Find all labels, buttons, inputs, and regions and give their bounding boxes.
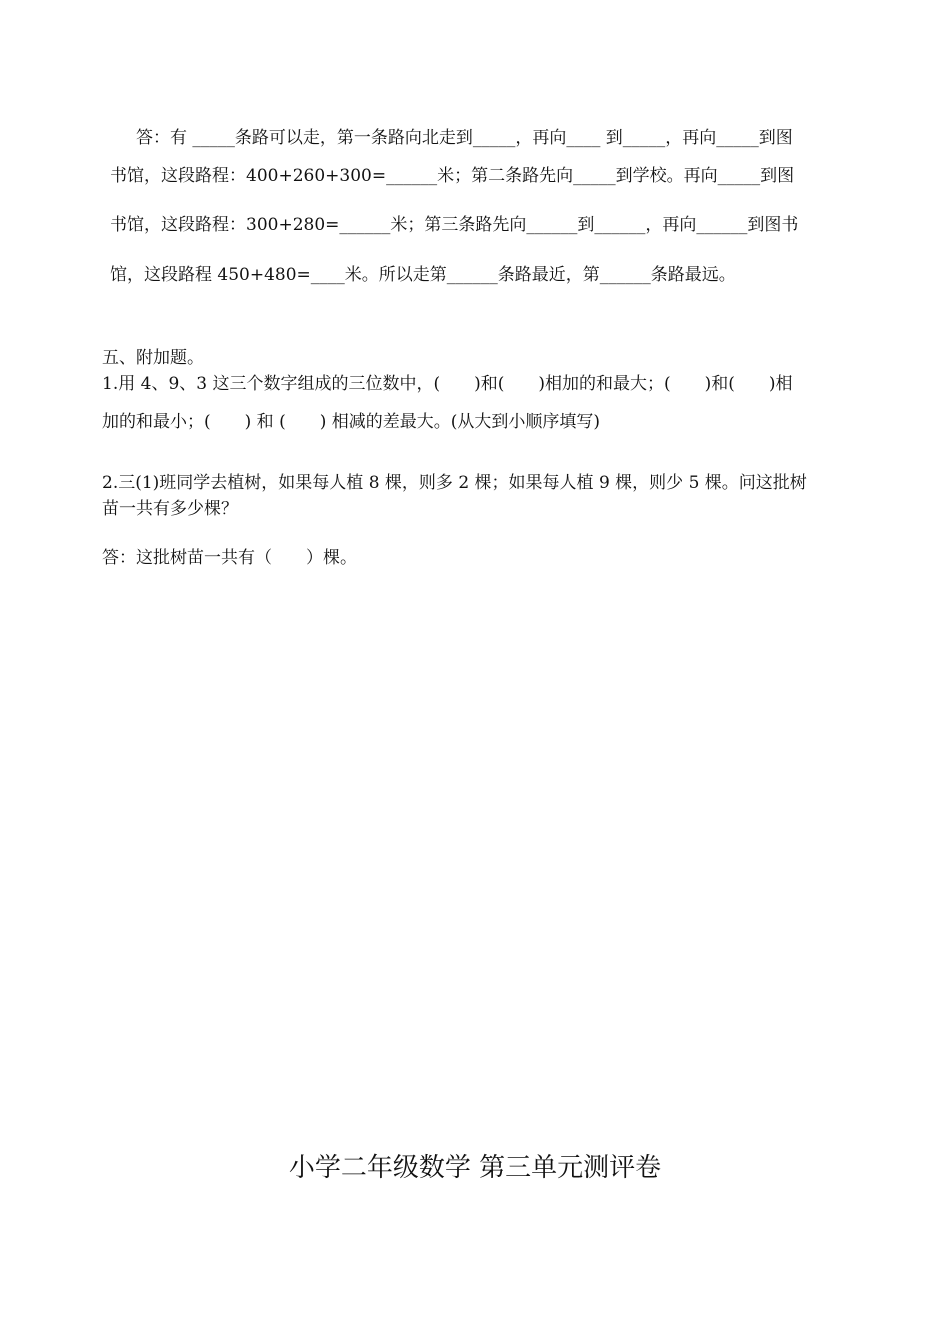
page-title: 小学二年级数学 第三单元测评卷 bbox=[288, 1153, 662, 1183]
question-2-answer: 答：这批树苗一共有（ ）棵。 bbox=[102, 548, 357, 568]
answer-line-4: 馆，这段路程 450+480=____米。所以走第______条路最近，第______条路最远。 bbox=[110, 265, 736, 285]
answer-line-2: 书馆，这段路程：400+260+300=______米；第二条路先向_____到学校。再向_____到图 bbox=[110, 166, 795, 186]
question-1-line-1: 1.用 4、9、3 这三个数字组成的三位数中，( )和( )相加的和最大；( )和( )相 bbox=[102, 374, 793, 394]
question-2-line-1: 2.三(1)班同学去植树，如果每人植 8 棵，则多 2 棵；如果每人植 9 棵，则少 5 棵。问这批树 bbox=[102, 473, 807, 493]
question-2-line-2: 苗一共有多少棵？ bbox=[102, 499, 238, 519]
answer-line-3: 书馆，这段路程：300+280=______米；第三条路先向______到______，再向______到图书 bbox=[110, 215, 799, 235]
section-title: 五、附加题。 bbox=[102, 348, 204, 368]
question-1-line-2: 加的和最小；( ) 和 ( ) 相减的差最大。(从大到小顺序填写) bbox=[102, 412, 601, 432]
answer-line-1: 答：有 _____条路可以走，第一条路向北走到_____，再向____ 到_____，再向_____到图 bbox=[136, 128, 793, 148]
